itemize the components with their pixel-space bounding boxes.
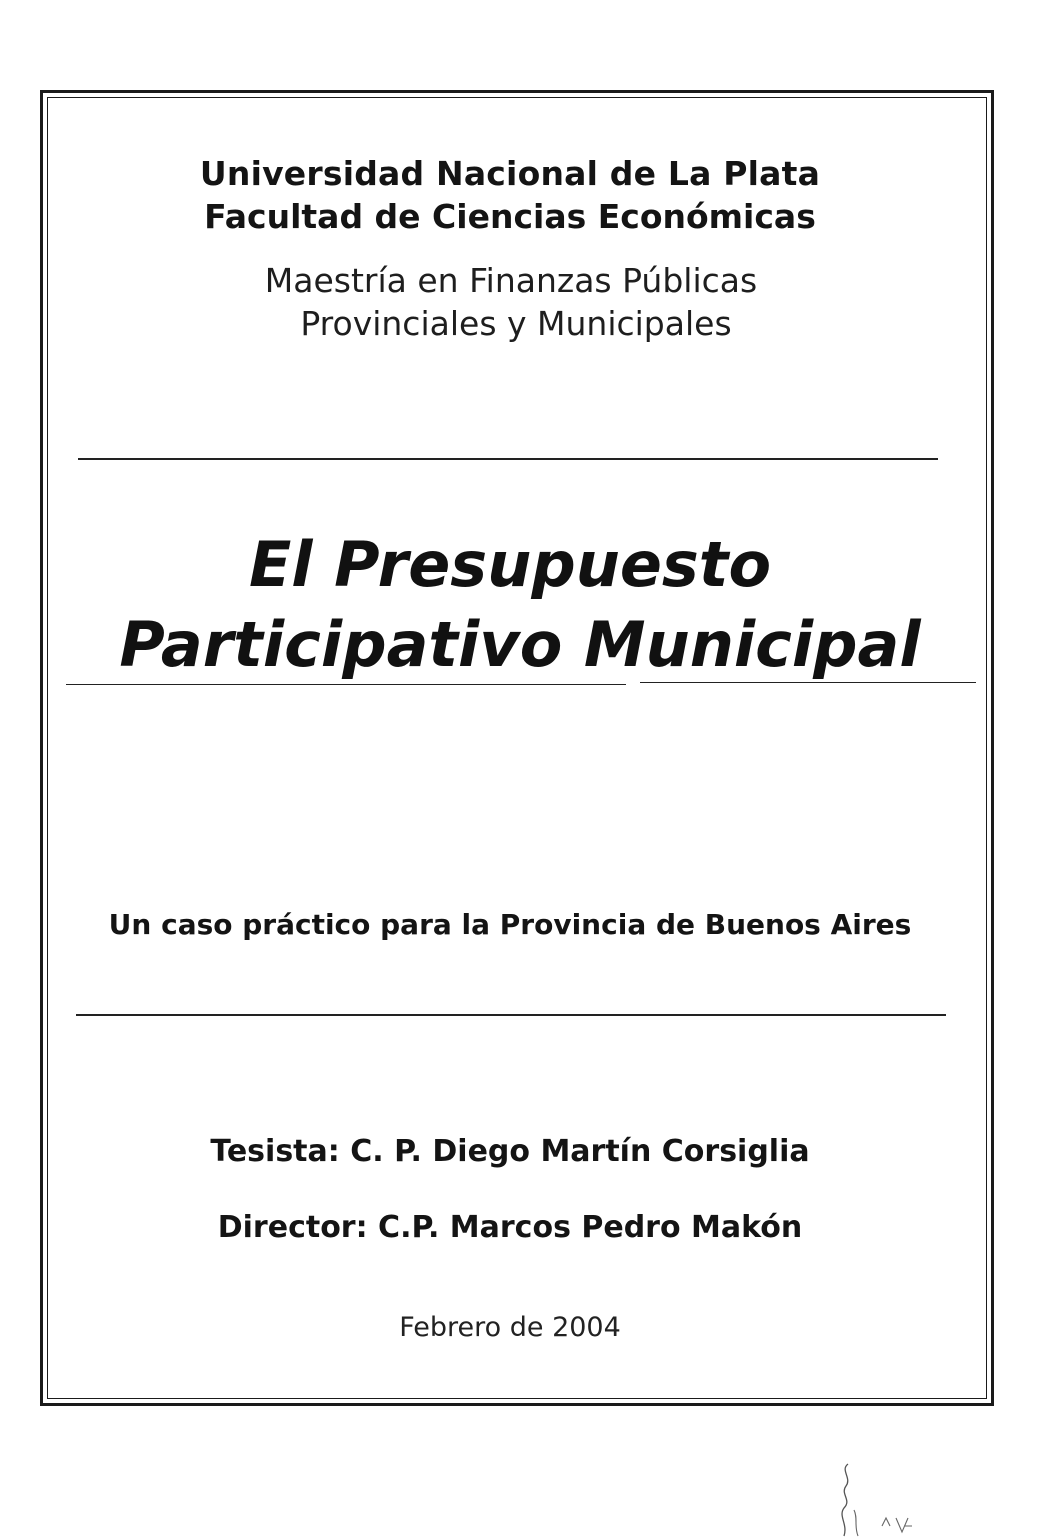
author-line: Tesista: C. P. Diego Martín Corsiglia — [210, 1134, 810, 1169]
divider-top — [78, 458, 938, 460]
thesis-title-line1: El Presupuesto — [248, 528, 772, 601]
faculty-name: Facultad de Ciencias Económicas — [204, 197, 816, 236]
program-name-line1: Maestría en Finanzas Públicas — [264, 261, 758, 300]
director-line: Director: C.P. Marcos Pedro Makón — [217, 1210, 803, 1245]
divider-bottom — [76, 1014, 946, 1016]
university-name: Universidad Nacional de La Plata — [199, 154, 821, 193]
thesis-title-line2: Participativo Municipal — [119, 608, 921, 681]
divider-under-title-left — [66, 684, 626, 685]
thesis-subtitle: Un caso práctico para la Provincia de Buenos Aires — [108, 908, 912, 941]
program-name-line2: Provinciales y Municipales — [300, 304, 732, 343]
date-line: Febrero de 2004 — [399, 1312, 621, 1343]
handwritten-initials-icon — [830, 1460, 940, 1538]
divider-under-title-right — [640, 682, 976, 683]
